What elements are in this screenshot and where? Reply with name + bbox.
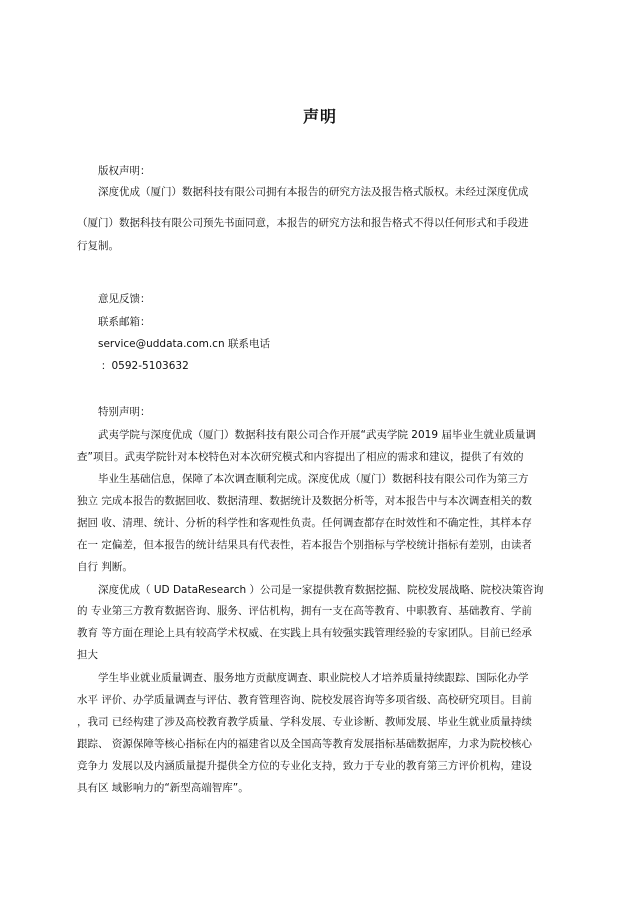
special-heading: 特别声明： (98, 406, 151, 418)
company-line: 水平 评价、办学质量调查与评估、教育管理咨询、院校发展咨询等多项省级、高校研究项目。目前 (77, 694, 532, 706)
copyright-heading: 版权声明： (98, 165, 151, 177)
feedback-heading: 意见反馈： (98, 293, 151, 305)
special-line: 独立 完成本报告的数据回收、数据清理、数据统计及数据分析等，对本报告中与本次调查相关的数 (77, 495, 532, 507)
special-line: 武夷学院与深度优成（厦门）数据科技有限公司合作开展“武夷学院 2019 届毕业生就业质量调 (98, 429, 536, 441)
email-label: 联系邮箱： (98, 316, 151, 328)
company-line: ，我司 已经构建了涉及高校教育教学质量、学科发展、专业诊断、教师发展、毕业生就业质量持续 (77, 716, 532, 728)
company-line: 竞争力 发展以及内涵质量提升提供全方位的专业化支持，致力于专业的教育第三方评价机构，建设 (77, 760, 532, 772)
company-line: 学生毕业就业质量调查、服务地方贡献度调查、职业院校人才培养质量持续跟踪、国际化办学 (98, 672, 529, 684)
special-line: 在一 定偏差，但本报告的统计结果具有代表性，若本报告个别指标与学校统计指标有差别，由读者 (77, 539, 532, 551)
company-line: 的 专业第三方教育数据咨询、服务、评估机构，拥有一支在高等教育、中职教育、基础教育、学前 (77, 605, 532, 617)
company-line: 深度优成（ UD DataResearch ）公司是一家提供教育数据挖掘、院校发展战略、院校决策咨询 (98, 584, 544, 596)
phone-line: ：0592-5103632 (101, 360, 189, 372)
company-line: 跟踪、 资源保障等核心指标在内的福建省以及全国高等教育发展指标基础数据库，力求为院校核心 (77, 738, 532, 750)
company-line: 教育 等方面在理论上具有较高学术权威、在实践上具有较强实践管理经验的专家团队。目前已经承 (77, 627, 532, 639)
copyright-line: 深度优成（厦门）数据科技有限公司拥有本报告的研究方法及报告格式版权。未经过深度优成 (98, 186, 529, 198)
copyright-line: （厦门）数据科技有限公司预先书面同意，本报告的研究方法和报告格式不得以任何形式和手段进 (77, 217, 529, 229)
special-line: 据回 收、清理、统计、分析的科学性和客观性负责。任何调查都存在时效性和不确定性，其样本存 (77, 517, 532, 529)
special-line: 查”项目。武夷学院针对本校特色对本次研究模式和内容提出了相应的需求和建议，提供了有效的 (77, 451, 524, 463)
special-line: 自行 判断。 (77, 561, 133, 573)
special-line: 毕业生基础信息，保障了本次调查顺利完成。深度优成（厦门）数据科技有限公司作为第三方 (98, 473, 529, 485)
email-line: service@uddata.com.cn 联系电话 (98, 338, 270, 350)
page-title: 声明 (302, 107, 337, 126)
company-line: 担大 (77, 649, 98, 661)
copyright-line: 行复制。 (77, 240, 119, 252)
company-line: 具有区 域影响力的“新型高端智库”。 (77, 782, 249, 794)
